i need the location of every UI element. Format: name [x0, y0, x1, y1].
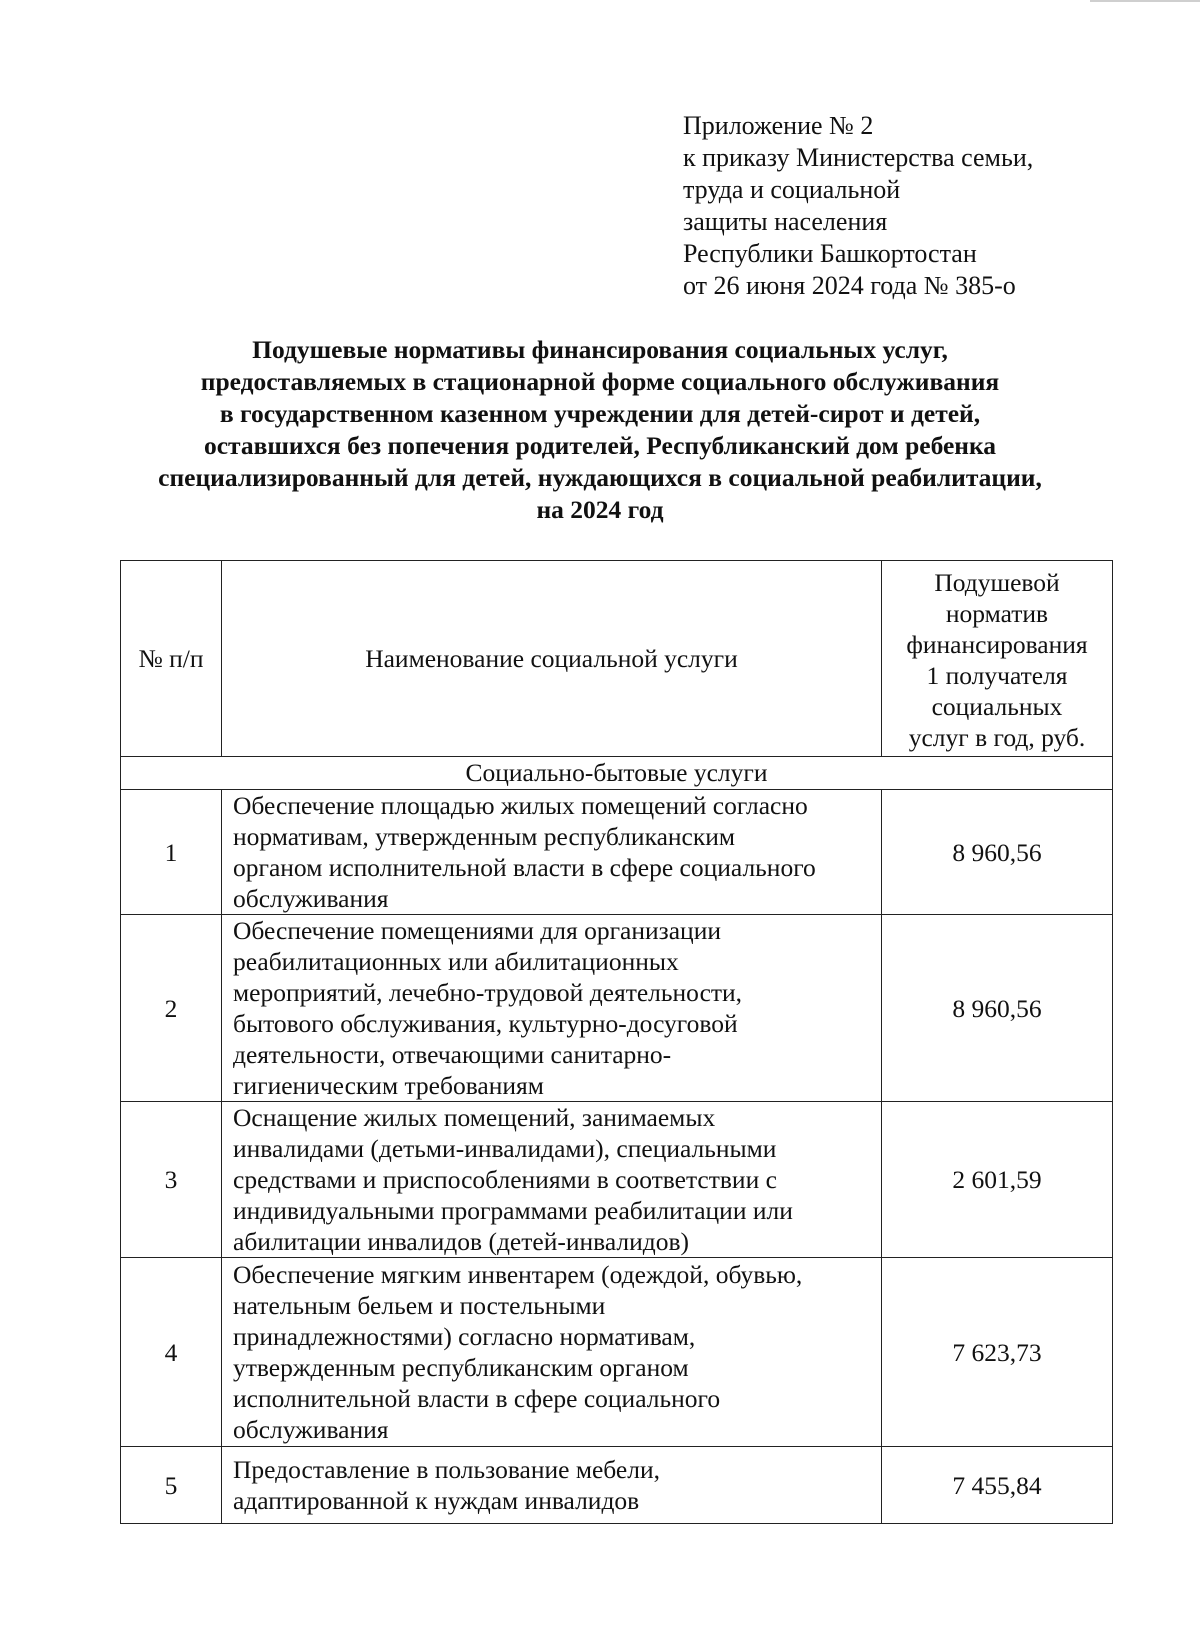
appendix-line: к приказу Министерства семьи,	[683, 143, 1034, 172]
title-line: предоставляемых в стационарной форме социального обслуживания	[200, 367, 1000, 396]
row-name-line: Обеспечение помещениями для организации	[233, 916, 721, 945]
row-name-line: Оснащение жилых помещений, занимаемых	[233, 1103, 716, 1132]
header-value-line: Подушевой	[934, 567, 1060, 597]
row-name-line: деятельности, отвечающими санитарно-	[233, 1040, 672, 1069]
title-line: специализированный для детей, нуждающихся в социальной реабилитации,	[158, 463, 1042, 492]
row-name-line: нательным бельем и постельными	[233, 1291, 606, 1320]
header-value	[882, 561, 1113, 757]
appendix-line: Республики Башкортостан	[683, 239, 977, 268]
header-name: Наименование социальной услуги	[222, 561, 882, 757]
row-name-line: инвалидами (детьми-инвалидами), специальными	[233, 1134, 777, 1163]
title-line: Подушевые нормативы финансирования социальных услуг,	[252, 335, 948, 364]
row-name-line: средствами и приспособлениями в соответствии с	[233, 1165, 777, 1194]
header-value-line: услуг в год, руб.	[908, 722, 1086, 752]
row-name-line: абилитации инвалидов (детей-инвалидов)	[233, 1227, 689, 1256]
header-num: № п/п	[121, 561, 222, 757]
document-title	[80, 334, 1120, 526]
row-name-line: Обеспечение мягким инвентарем (одеждой, обувью,	[233, 1260, 803, 1289]
row-num: 4	[121, 1258, 222, 1447]
row-name	[222, 915, 882, 1102]
title-line: оставшихся без попечения родителей, Республиканский дом ребенка	[203, 431, 997, 460]
title-line: в государственном казенном учреждении для детей-сирот и детей,	[219, 399, 981, 428]
row-name-line: исполнительной власти в сфере социального	[233, 1384, 721, 1413]
row-name-line: адаптированной к нуждам инвалидов	[233, 1486, 640, 1515]
row-name-line: нормативам, утвержденным республиканским	[233, 822, 736, 851]
row-name	[222, 1447, 882, 1524]
row-name-line: органом исполнительной власти в сфере социального	[233, 853, 816, 882]
row-name	[222, 1102, 882, 1258]
row-name-line: реабилитационных или абилитационных	[233, 947, 679, 976]
appendix-line: защиты населения	[683, 207, 888, 236]
row-num: 1	[121, 790, 222, 915]
row-name-line: обслуживания	[233, 1415, 389, 1444]
norms-table	[120, 560, 1113, 1524]
row-name-line: принадлежностями) согласно нормативам,	[233, 1322, 696, 1351]
section-heading: Социально-бытовые услуги	[121, 757, 1113, 790]
row-num: 2	[121, 915, 222, 1102]
scan-edge-mark	[1090, 0, 1200, 2]
table-row	[121, 1447, 1113, 1524]
row-name-line: гигиеническим требованиям	[233, 1071, 544, 1100]
appendix-line: труда и социальной	[683, 175, 901, 204]
appendix-block	[683, 110, 1033, 302]
appendix-line: Приложение № 2	[683, 111, 874, 140]
header-value-line: социальных	[931, 691, 1063, 721]
header-value-line: 1 получателя	[926, 660, 1068, 690]
row-name-line: обслуживания	[233, 884, 389, 913]
table-row	[121, 1102, 1113, 1258]
row-name-line: бытового обслуживания, культурно-досуговой	[233, 1009, 738, 1038]
table-row	[121, 1258, 1113, 1447]
row-value: 7 623,73	[882, 1258, 1113, 1447]
title-line: на 2024 год	[536, 495, 664, 524]
row-name-line: индивидуальными программами реабилитации или	[233, 1196, 793, 1225]
table-row	[121, 915, 1113, 1102]
row-value: 8 960,56	[882, 915, 1113, 1102]
header-value-line: норматив	[945, 598, 1049, 628]
table-row	[121, 790, 1113, 915]
row-name-line: Обеспечение площадью жилых помещений согласно	[233, 791, 808, 820]
row-value: 8 960,56	[882, 790, 1113, 915]
row-name-line: Предоставление в пользование мебели,	[233, 1455, 661, 1484]
appendix-line: от 26 июня 2024 года № 385-о	[683, 271, 1016, 300]
row-name	[222, 790, 882, 915]
section-row	[121, 757, 1113, 790]
header-value-line: финансирования	[906, 629, 1088, 659]
row-num: 3	[121, 1102, 222, 1258]
row-name-line: мероприятий, лечебно-трудовой деятельности,	[233, 978, 743, 1007]
row-num: 5	[121, 1447, 222, 1524]
row-name-line: утвержденным республиканским органом	[233, 1353, 689, 1382]
row-name	[222, 1258, 882, 1447]
row-value: 2 601,59	[882, 1102, 1113, 1258]
table-header-row	[121, 561, 1113, 757]
row-value: 7 455,84	[882, 1447, 1113, 1524]
